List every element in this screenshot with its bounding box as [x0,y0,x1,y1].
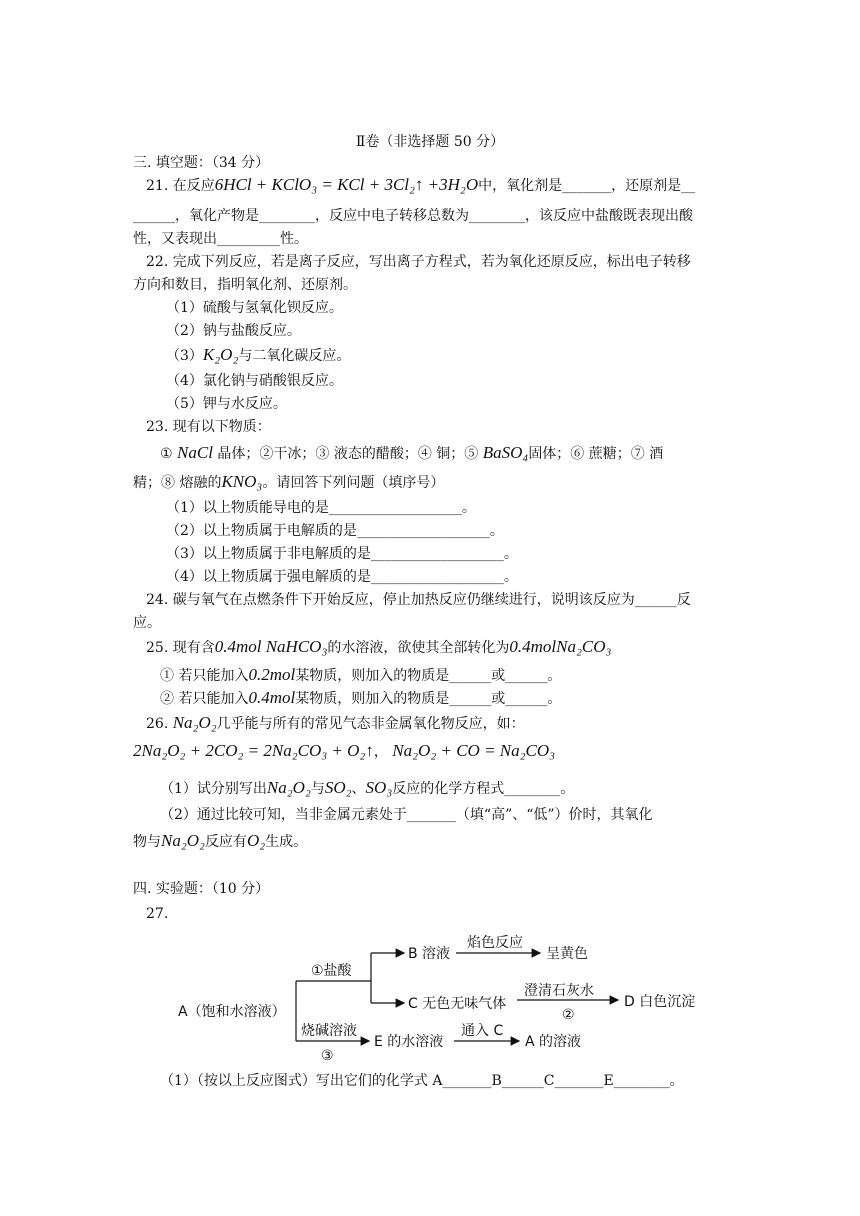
part3-heading: 三. 填空题：（34 分） [133,155,270,171]
diagram-naoh-label: 烧碱溶液 [301,1023,357,1039]
diagram-limewater-label: 澄清石灰水 [524,983,594,999]
q25-sub2: ② 若只能加入0.4mol某物质，则加入的物质是______或______。 [160,688,562,707]
section-title: Ⅱ卷（非选择题 50 分） [355,134,505,150]
q27-question: （1）（按以上反应图式）写出它们的化学式 A_______B______C_______E________。 [160,1073,684,1089]
q26-line1: 26. Na₂O₂几乎能与所有的常见气态非金属氧化物反应，如： [146,713,525,732]
q25-sub1: ① 若只能加入0.2mol某物质，则加入的物质是______或______。 [160,665,562,684]
q26-sub2: （2）通过比较可知，当非金属元素处于_______（填“高”、“低”）价时，其氧化 [160,807,653,823]
q27-number: 27. [146,906,169,922]
diagram-a-label: A（饱和水溶液） [178,1004,286,1020]
q26-sub1: （1）试分别写出Na₂O₂与SO₂、SO₃反应的化学方程式________。 [160,778,575,797]
q22-line1: 22. 完成下列反应，若是离子反应，写出离子方程式，若为氧化还原反应，标出电子转移 [146,254,691,270]
q26-equation-2: Na₂O₂ + CO = Na₂CO₃ [392,741,556,760]
q22-item4: （4）氯化钠与硝酸银反应。 [166,373,343,389]
q22-item2: （2）钠与盐酸反应。 [166,323,301,339]
q25-line1: 25. 现有含0.4mol NaHCO₃的水溶液，欲使其全部转化为0.4molNa₂CO₃ [146,637,612,656]
diagram-step3-label: ③ [321,1048,334,1064]
q21-line3: 性，又表现出_________性。 [133,231,308,247]
q23-sub2: （2）以上物质属于电解质的是___________________。 [166,523,504,539]
q24-line2: 应。 [133,615,161,631]
diagram-flame-label: 焰色反应 [467,935,523,951]
q22-item1: （1）硫酸与氢氧化钡反应。 [166,300,343,316]
q23-title: 23. 现有以下物质： [146,419,271,435]
diagram-b-label: B 溶液 [408,946,451,962]
diagram-passc-label: 通入 C [461,1023,504,1039]
q23-sub1: （1）以上物质能导电的是___________________。 [166,500,476,516]
diagram-c-label: C 无色无味气体 [408,996,507,1012]
q22-item5: （5）钾与水反应。 [166,396,287,412]
q23-sub3: （3）以上物质属于非电解质的是___________________。 [166,546,518,562]
diagram-yellow-label: 呈黄色 [546,946,588,962]
part4-heading: 四. 实验题：（10 分） [133,881,270,897]
q23-line1: ① NaCl 晶体；②干冰；③ 液态的醋酸；④ 铜；⑤ BaSO₄固体；⑥ 蔗糖；⑦ 酒 [160,443,664,462]
q21-line2: ______，氧化产物是________，反应中电子转移总数为________，该反应中盐酸既表现出酸 [133,208,693,224]
diagram-e-label: E 的水溶液 [374,1034,444,1050]
q23-line2: 精；⑧ 熔融的KNO₃。请回答下列问题（填序号） [133,472,445,491]
q24-line1: 24. 碳与氧气在点燃条件下开始反应，停止加热反应仍继续进行，说明该反应为______反 [146,592,691,608]
diagram-asol-label: A 的溶液 [525,1034,582,1050]
q21-equation: 6HCl + KClO₃ = KCl + 3Cl₂↑ +3H₂O [214,175,479,194]
q22-item3: （3）K₂O₂与二氧化碳反应。 [166,345,351,364]
q23-sub4: （4）以上物质属于强电解质的是___________________。 [166,569,518,585]
diagram-d-label: D 白色沉淀 [624,994,696,1010]
diagram-step2-label: ② [562,1007,575,1023]
diagram-step1-label: ①盐酸 [311,963,352,979]
q26-equation-1: 2Na₂O₂ + 2CO₂ = 2Na₂CO₃ + O₂↑ [133,741,374,760]
q26-equations: 2Na₂O₂ + 2CO₂ = 2Na₂CO₃ + O₂↑， Na₂O₂ + CO = Na₂CO₃ [133,741,556,760]
q26-sub3: 物与Na₂O₂反应有O₂生成。 [133,831,308,850]
q21-line1: 21. 在反应6HCl + KClO₃ = KCl + 3Cl₂↑ +3H₂O中，氧化剂是_______，还原剂是__ [146,175,696,194]
q22-line2: 方向和数目，指明氧化剂、还原剂。 [133,277,357,293]
